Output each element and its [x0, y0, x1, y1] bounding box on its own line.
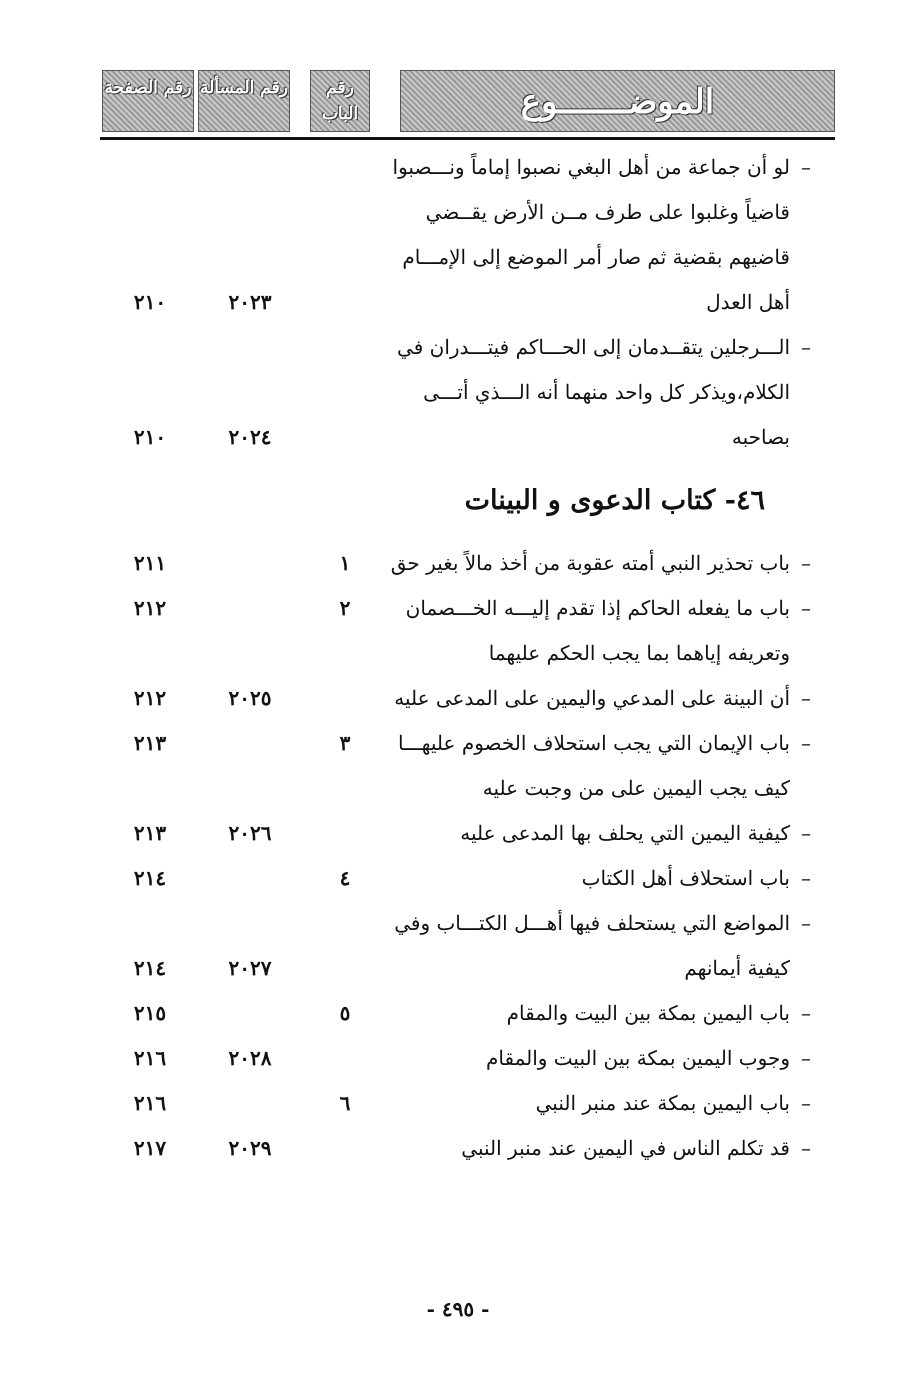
page-ref: ٢١٤	[133, 866, 167, 890]
page-ref: ٢١٠	[133, 425, 167, 449]
page-ref: ٢١٥	[133, 1001, 167, 1025]
entry-text-line: الكلام،ويذكر كل واحد منهما أنه الـــذي أتـــى	[423, 380, 790, 404]
issue-number: ٢٠٢٧	[228, 956, 272, 980]
entry-dash: –	[801, 335, 811, 359]
entry-dash: –	[801, 1091, 811, 1115]
chapter-number: ٤	[339, 866, 351, 890]
entry-text-line: باب استحلاف أهل الكتاب	[581, 866, 790, 890]
issue-number: ٢٠٢٨	[228, 1046, 272, 1070]
entry-dash: –	[801, 866, 811, 890]
issue-number: ٢٠٢٥	[228, 686, 272, 710]
entry-text-line: أن البينة على المدعي واليمين على المدعى عليه	[394, 686, 790, 710]
issue-number: ٢٠٢٣	[228, 290, 272, 314]
chapter-number: ١	[339, 551, 351, 575]
entry-text-line: وجوب اليمين بمكة بين البيت والمقام	[485, 1046, 790, 1070]
entry-text-line: قد تكلم الناس في اليمين عند منبر النبي	[461, 1136, 790, 1160]
issue-number: ٢٠٢٩	[228, 1136, 272, 1160]
page-ref: ٢١٢	[133, 596, 167, 620]
header-chapter-number: رقم الباب	[310, 70, 370, 132]
entry-text-line: المواضع التي يستحلف فيها أهـــل الكتـــاب وفي	[394, 911, 790, 935]
issue-number: ٢٠٢٦	[228, 821, 272, 845]
entry-text-line: الـــرجلين يتقــدمان إلى الحـــاكم فيتـــدران في	[397, 335, 790, 359]
chapter-number: ٢	[339, 596, 351, 620]
header-issue-number: رقم المسألة	[198, 70, 290, 132]
entry-dash: –	[801, 551, 811, 575]
page-number: - ٤٩٥ -	[426, 1297, 490, 1321]
entry-text-line: باب اليمين بمكة عند منبر النبي	[535, 1091, 790, 1115]
page-ref: ٢١١	[133, 551, 167, 575]
entry-text-line: باب الإيمان التي يجب استحلاف الخصوم عليهـــا	[397, 731, 790, 755]
entry-dash: –	[801, 821, 811, 845]
entry-text-line: كيفية اليمين التي يحلف بها المدعى عليه	[460, 821, 790, 845]
entry-text-line: باب تحذير النبي أمته عقوبة من أخذ مالاً بغير حق	[390, 551, 790, 575]
entry-text-line: لو أن جماعة من أهل البغي نصبوا إماماً ونـــصبوا	[392, 155, 790, 179]
chapter-number: ٦	[339, 1091, 351, 1115]
page-ref: ٢١٤	[133, 956, 167, 980]
chapter-number: ٣	[339, 731, 351, 755]
entry-text-line: قاضيهم بقضية ثم صار أمر الموضع إلى الإمـــام	[402, 245, 790, 269]
page-ref: ٢١٣	[133, 731, 167, 755]
page-ref: ٢١٦	[133, 1046, 167, 1070]
entry-dash: –	[801, 155, 811, 179]
entry-dash: –	[801, 1136, 811, 1160]
section-heading: ٤٦- كتاب الدعوى و البينات	[464, 485, 765, 516]
entry-dash: –	[801, 911, 811, 935]
entry-text-line: كيفية أيمانهم	[684, 956, 790, 980]
entry-text-line: وتعريفه إياهما بما يجب الحكم عليهما	[488, 641, 790, 665]
header-page-number: رقم الصفحة	[102, 70, 194, 132]
entry-text-line: قاضياً وغلبوا على طرف مــن الأرض يقــضي	[425, 200, 790, 224]
entry-text-line: أهل العدل	[706, 290, 790, 314]
entry-text-line: باب ما يفعله الحاكم إذا تقدم إليـــه الخـــصمان	[405, 596, 790, 620]
entry-dash: –	[801, 1046, 811, 1070]
page-ref: ٢١٦	[133, 1091, 167, 1115]
header-rule	[100, 137, 835, 140]
entry-dash: –	[801, 596, 811, 620]
entry-dash: –	[801, 1001, 811, 1025]
chapter-number: ٥	[339, 1001, 351, 1025]
header-topic: الموضـــــــوع	[400, 70, 835, 132]
page-ref: ٢١٧	[133, 1136, 167, 1160]
entry-dash: –	[801, 686, 811, 710]
issue-number: ٢٠٢٤	[228, 425, 272, 449]
entry-text-line: كيف يجب اليمين على من وجبت عليه	[482, 776, 790, 800]
entry-text-line: باب اليمين بمكة بين البيت والمقام	[506, 1001, 790, 1025]
entry-text-line: بصاحبه	[731, 425, 790, 449]
page-ref: ٢١٢	[133, 686, 167, 710]
page-ref: ٢١٣	[133, 821, 167, 845]
page-ref: ٢١٠	[133, 290, 167, 314]
entry-dash: –	[801, 731, 811, 755]
